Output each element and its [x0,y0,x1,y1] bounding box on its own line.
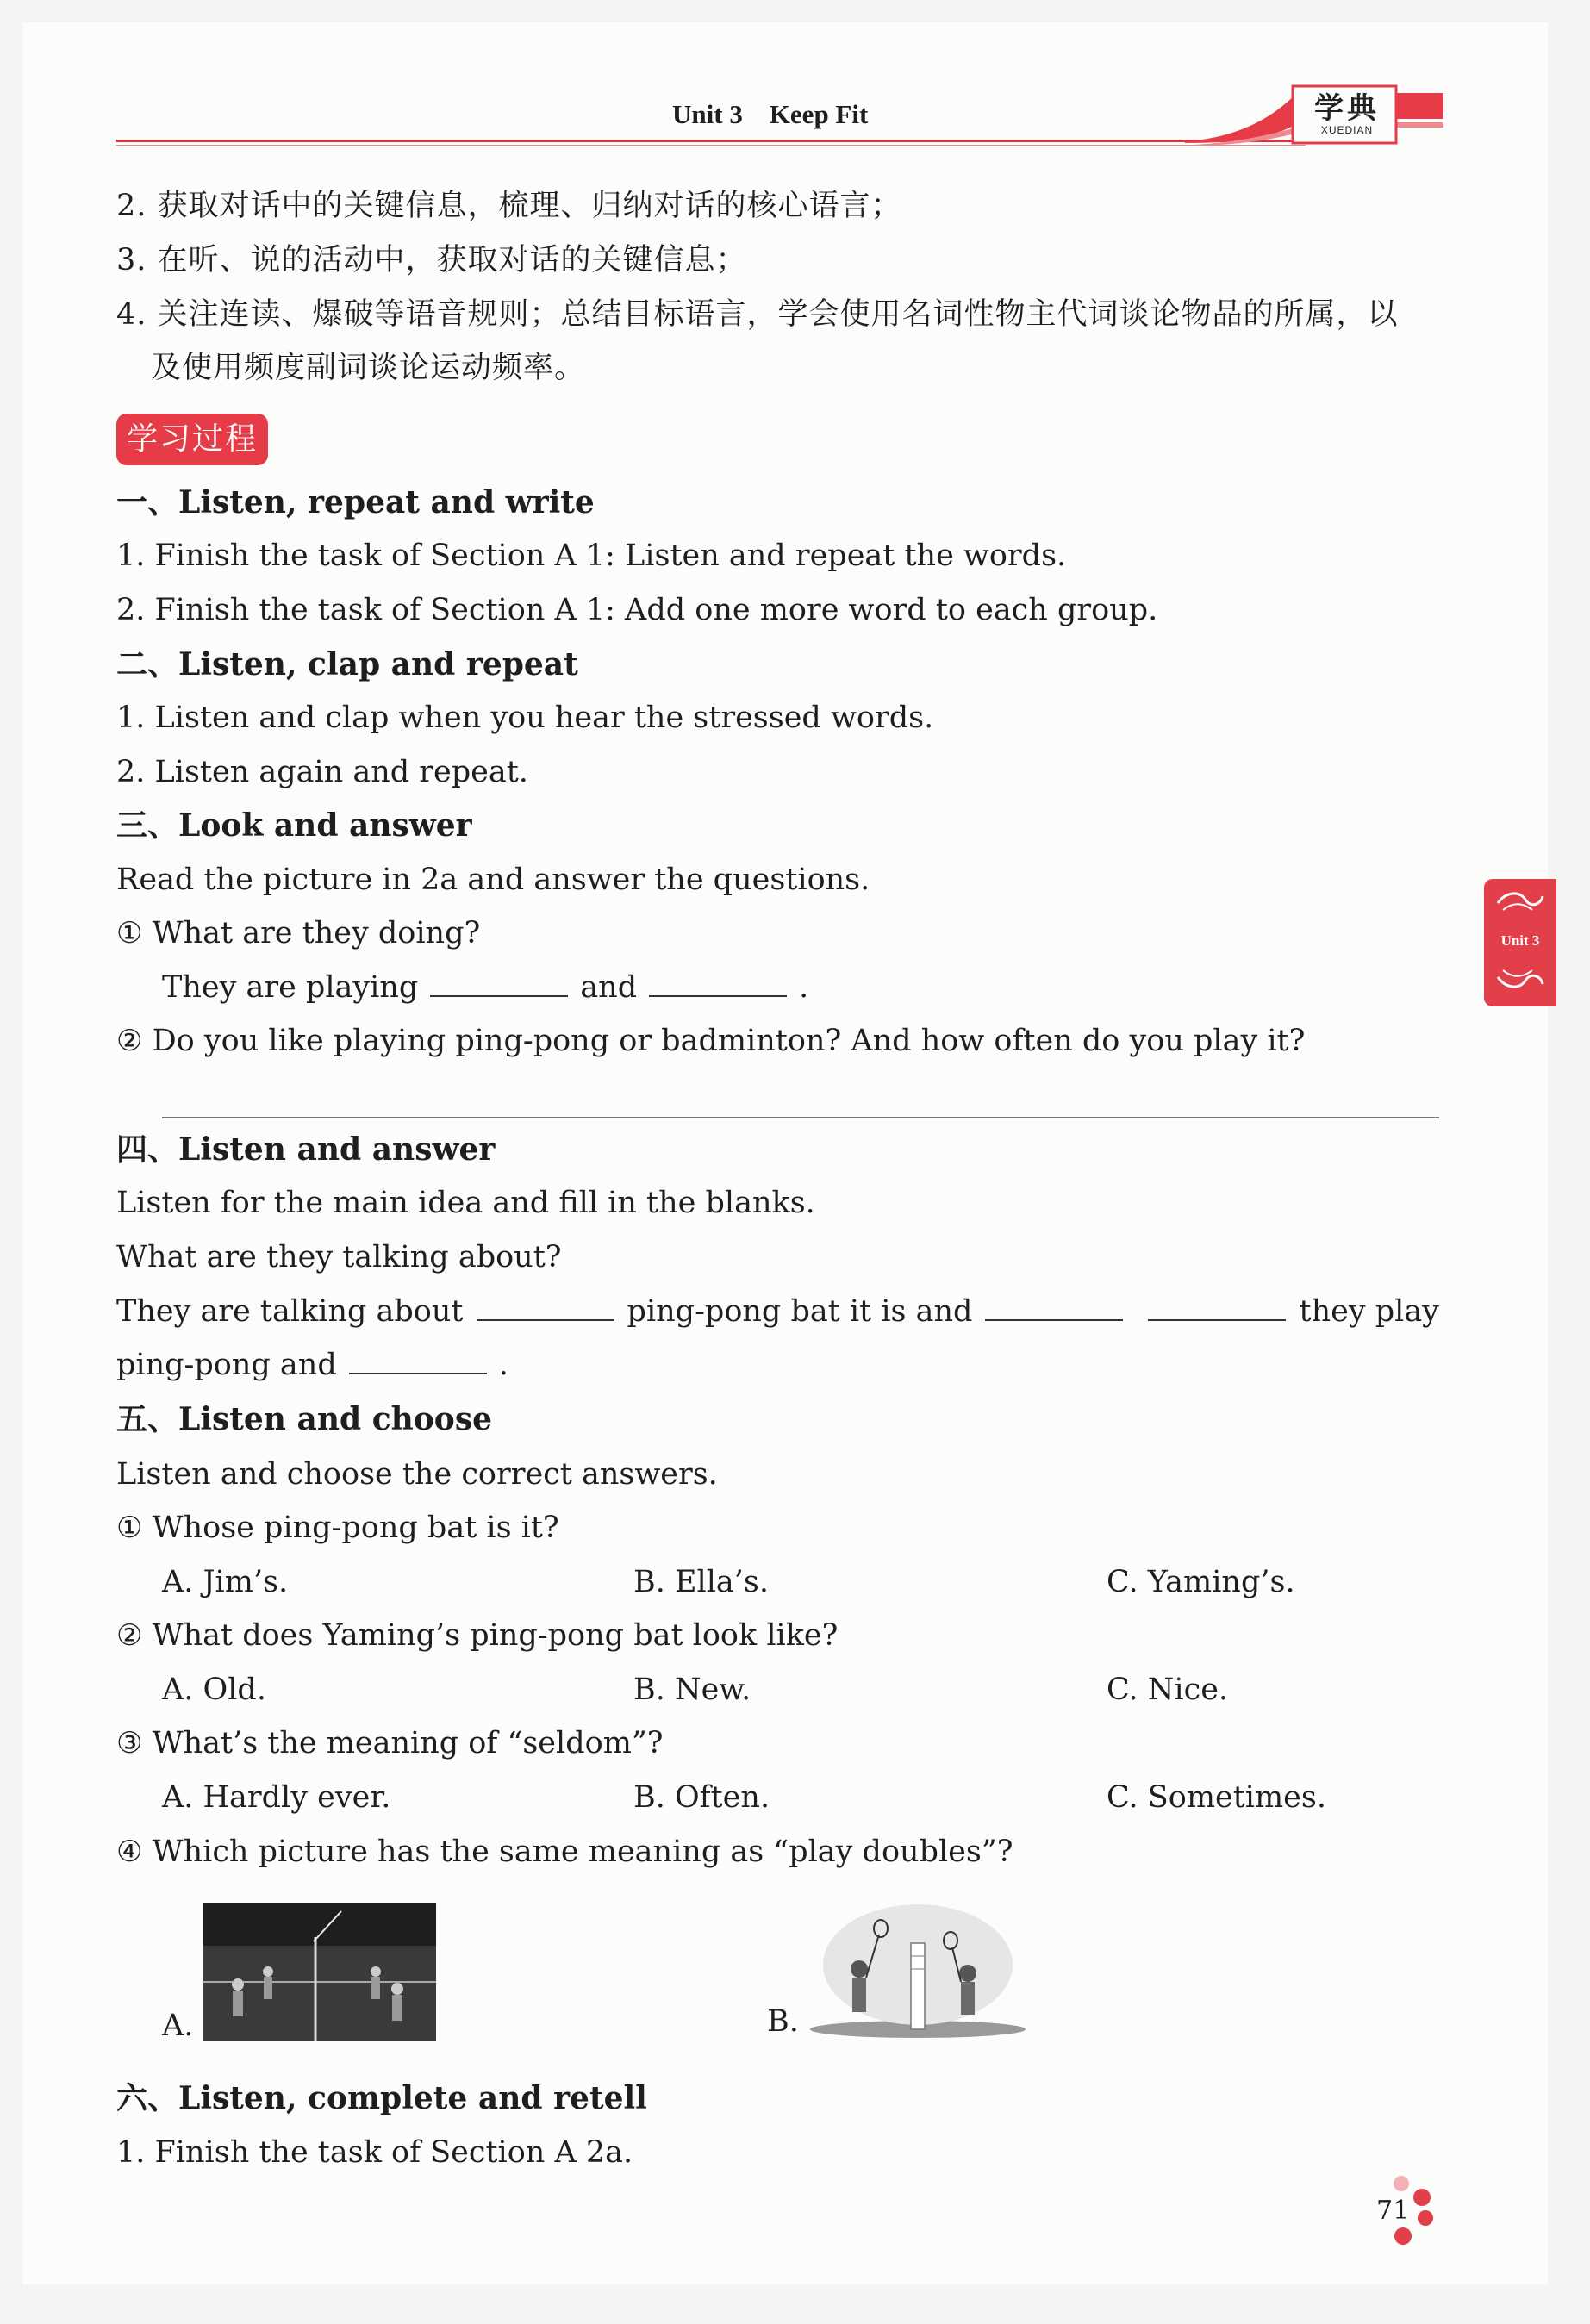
task-item: 1. Listen and clap when you hear the stressed words. [116,701,934,735]
goal-item: 2. 获取对话中的关键信息，梳理、归纳对话的核心语言； [116,189,902,223]
answer-write-line[interactable] [162,1117,1439,1118]
fill-blank[interactable] [1148,1293,1286,1321]
fill-blank[interactable] [985,1293,1123,1321]
fill-line-2 [116,1347,508,1383]
instruction: Listen and choose the correct answers. [116,1457,718,1492]
decor-dot [1394,2227,1412,2245]
question-number: ④ [116,1835,143,1869]
mc-question [116,1834,1013,1870]
question-2 [116,1023,1305,1059]
logo-text: 学典 [1314,91,1380,126]
section-title: 四、Listen and answer [116,1131,496,1168]
answer-text: They are playing [162,970,419,1005]
fill-text: ping-pong bat it is and [627,1294,973,1329]
logo-subtext: XUEDIAN [1320,124,1374,136]
answer-text: . [799,970,809,1005]
picture-option-a-label[interactable]: A. [162,2009,194,2043]
question-number: ③ [116,1726,143,1760]
question-number: ② [116,1024,143,1058]
answer-line-1 [162,969,808,1006]
section-title: 二、Listen, clap and repeat [116,646,578,682]
question-text: Do you like playing ping-pong or badminton? And how often do you play it? [152,1024,1306,1058]
header-rule [116,140,1306,142]
section-title: 一、Listen, repeat and write [116,484,595,520]
decor-dot [1418,2210,1433,2226]
option-c[interactable]: C. Sometimes. [1107,1780,1326,1815]
badminton-singles-illustration[interactable] [806,1896,1030,2042]
option-a[interactable]: A. Hardly ever. [162,1780,391,1815]
decor-dot [1394,2176,1409,2191]
question-text: What’s the meaning of “seldom”? [152,1726,664,1760]
question-number: ② [116,1618,143,1653]
option-a[interactable]: A. Old. [162,1673,266,1707]
mc-question [116,1725,664,1761]
goal-item: 及使用频度副词谈论运动频率。 [151,351,586,385]
side-tab-label: Unit 3 [1500,932,1540,949]
fill-blank[interactable] [649,969,787,997]
task-item: 1. Finish the task of Section A 2a. [116,2135,633,2170]
question-text: What are they talking about? [116,1240,562,1274]
option-c[interactable]: C. Yaming’s. [1107,1565,1295,1599]
fill-text: ping-pong and [116,1348,337,1382]
section-title: 五、Listen and choose [116,1401,492,1437]
fill-blank[interactable] [430,969,568,997]
question-text: What does Yaming’s ping-pong bat look like? [152,1618,839,1653]
doubles-court-photo[interactable] [203,1903,436,2041]
section-title: 三、Look and answer [116,807,472,844]
option-c[interactable]: C. Nice. [1107,1673,1229,1707]
task-item: 2. Listen again and repeat. [116,755,528,789]
instruction: Listen for the main idea and fill in the blanks. [116,1186,815,1220]
option-a[interactable]: A. Jim’s. [162,1565,289,1599]
question-text: Whose ping-pong bat is it? [152,1511,559,1545]
fill-text: they play [1299,1294,1439,1329]
question-text: Which picture has the same meaning as “play doubles”? [152,1835,1013,1869]
question-number: ① [116,1511,143,1545]
question-1 [116,915,480,951]
fill-text: They are talking about [116,1294,464,1329]
fill-text: . [498,1348,508,1382]
mc-question [116,1617,838,1654]
option-b[interactable]: B. Often. [633,1780,770,1815]
task-item: 1. Finish the task of Section A 1: Listen and repeat the words. [116,539,1067,573]
section-title: 六、Listen, complete and retell [116,2080,647,2116]
fill-blank[interactable] [349,1347,487,1374]
learning-process-badge: 学习过程 [116,414,268,465]
task-item: 2. Finish the task of Section A 1: Add one more word to each group. [116,593,1158,627]
option-b[interactable]: B. Ella’s. [633,1565,769,1599]
header-title: Unit 3 Keep Fit [672,99,869,129]
header-rule-thin [116,145,1306,146]
question-number: ① [116,916,143,950]
badminton-doubles-image [203,1903,436,2041]
page-number: 71 [1376,2196,1410,2226]
goal-item: 4. 关注连读、爆破等语音规则；总结目标语言，学会使用名词性物主代词谈论物品的所属，以 [116,297,1399,332]
decor-dot [1413,2189,1431,2206]
fill-line-1 [116,1293,1439,1330]
wave-ornament-icon [1494,886,1546,917]
answer-text: and [580,970,638,1005]
instruction: Read the picture in 2a and answer the questions. [116,863,870,897]
question-text: What are they doing? [152,916,481,950]
goal-item: 3. 在听、说的活动中，获取对话的关键信息； [116,243,747,277]
wave-ornament-icon [1494,965,1546,996]
mc-question [116,1510,559,1546]
option-b[interactable]: B. New. [633,1673,751,1707]
picture-option-b-label[interactable]: B. [767,2004,799,2039]
fill-blank[interactable] [477,1293,614,1321]
